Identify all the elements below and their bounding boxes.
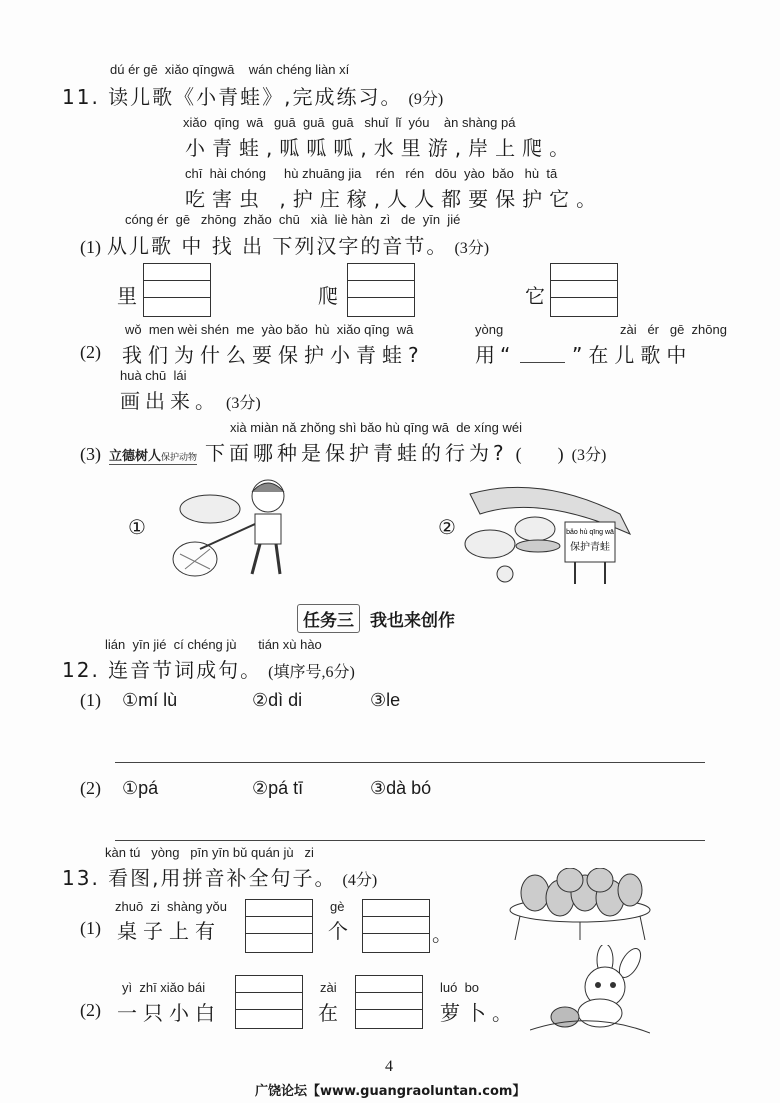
page-number: 4 [385, 1058, 393, 1075]
q11-pinyin: dú ér gē xiǎo qīngwā wán chéng liàn xí [110, 62, 350, 77]
p3-score: (3分) [571, 447, 607, 464]
q11-title-row [62, 81, 443, 110]
badge-text: 立德树人 [109, 449, 162, 464]
p3-row [80, 437, 606, 466]
p1-pinyin: cóng ér gē zhōng zhǎo chū xià liè hàn zì de yīn jié [125, 212, 461, 227]
q11-score: (9分) [408, 91, 444, 108]
p1-row [80, 230, 489, 259]
q12-title-row [62, 654, 355, 683]
q12-2-option-1: ①pá [122, 778, 159, 798]
option-1-marker: ① [128, 517, 146, 539]
q12-2-option-2: ②pá tī [252, 778, 304, 798]
q13-1-box-1[interactable] [245, 899, 313, 953]
q13-2-pinyin: yì zhī xiǎo bái [122, 980, 206, 995]
q12-1-answer-line[interactable] [115, 762, 705, 763]
q13-2-text2: 在 [318, 1001, 343, 1025]
p2-text4: 画出来。 [120, 389, 220, 413]
footer-site: 广饶论坛【www.guangraoluntan.com】 [255, 1084, 526, 1099]
p2-text2: 用“ [475, 343, 516, 367]
mangoes-on-table-illustration [505, 868, 655, 940]
frog-sign-illustration [460, 474, 635, 602]
moral-badge [109, 445, 197, 465]
pinyin-box-ta[interactable] [550, 263, 618, 317]
boy-catching-frog-illustration [160, 474, 310, 584]
q12-title: 12. 连音节词成句。 [62, 658, 263, 682]
q11-title: 11. 读儿歌《小青蛙》,完成练习。 [62, 85, 403, 109]
p2-pinyin4: huà chū lái [120, 368, 187, 383]
p2-pinyin3: zài ér gē zhōng [620, 322, 727, 337]
badge-sub: 保护动物 [161, 453, 198, 463]
q13-title: 13. 看图,用拼音补全句子。 [62, 866, 337, 890]
q13-pinyin: kàn tú yòng pīn yīn bǔ quán jù zi [105, 845, 314, 860]
q13-1-pinyin: zhuō zi shàng yǒu [115, 899, 228, 914]
p2-text3: ”在儿歌中 [572, 343, 693, 367]
q13-2-pinyin2: zài [320, 980, 337, 995]
p3-label: (3) [80, 444, 101, 464]
p1-label: (1) [80, 237, 101, 257]
q13-1-end: 。 [432, 922, 457, 946]
q13-2-box-2[interactable] [355, 975, 423, 1029]
pinyin-box-li[interactable] [143, 263, 211, 317]
q13-1-pinyin2: gè [330, 899, 345, 914]
q12-2-answer-line[interactable] [115, 840, 705, 841]
q13-2-text: 一只小白 [117, 1001, 221, 1025]
q12-1-option-2: ②dì di [252, 690, 303, 710]
p3-answer-paren[interactable]: ( ) [515, 444, 564, 464]
task3-label: 任务三 [297, 604, 360, 633]
q13-2-text3: 萝卜。 [440, 1001, 518, 1025]
option-2-marker: ② [438, 517, 456, 539]
char-li: 里 [117, 284, 142, 308]
q12-pinyin: lián yīn jié cí chéng jù tián xù hào [105, 637, 322, 652]
sign-pinyin: bǎo hù qīng wā [566, 529, 614, 536]
q12-score: (填序号,6分) [268, 664, 355, 681]
poem-line2: 吃害虫 ,护庄稼,人人都要保护它。 [185, 187, 604, 211]
q13-1-text: 桌子上有 [117, 919, 221, 943]
q13-2-pinyin3: luó bo [440, 980, 480, 995]
char-pa: 爬 [318, 284, 343, 308]
rabbit-illustration [530, 945, 650, 1035]
q12-2-label: (2) [80, 778, 101, 798]
p1-text: 从儿歌 中 找 出 下列汉字的音节。 [107, 234, 449, 258]
answer-blank[interactable] [520, 362, 565, 363]
p2-pinyin2: yòng [475, 322, 504, 337]
p3-text: 下面哪种是保护青蛙的行为? [205, 441, 508, 465]
q13-score: (4分) [342, 872, 378, 889]
q12-1-label: (1) [80, 690, 101, 710]
task3-title: 我也来创作 [370, 611, 455, 631]
poem-line2-pinyin: chī hài chóng hù zhuāng jia rén rén dōu yào bǎo hù tā [185, 166, 558, 181]
p2-pinyin: wǒ men wèi shén me yào bǎo hù xiǎo qīng wā [125, 322, 414, 337]
p2-score: (3分) [226, 395, 261, 412]
q13-1-label: (1) [80, 918, 101, 938]
char-ta: 它 [525, 284, 550, 308]
p2-label: (2) [80, 342, 101, 362]
sign-text: 保护青蛙 [570, 542, 610, 553]
p2-line2-row [120, 385, 261, 414]
q13-2-box-1[interactable] [235, 975, 303, 1029]
q12-1-option-3: ③le [370, 690, 401, 710]
p2-text: 我们为什么要保护小青蛙? [122, 343, 425, 367]
pinyin-box-pa[interactable] [347, 263, 415, 317]
q12-1-option-1: ①mí lù [122, 690, 178, 710]
q13-1-text2: 个 [328, 919, 353, 943]
task3-heading [297, 604, 455, 633]
poem-line1-pinyin: xiǎo qīng wā guā guā guā shuǐ lǐ yóu àn shàng pá [183, 115, 516, 130]
p1-score: (3分) [454, 240, 490, 257]
q13-title-row [62, 862, 377, 891]
q13-1-box-2[interactable] [362, 899, 430, 953]
q12-2-option-3: ③dà bó [370, 778, 432, 798]
q13-2-label: (2) [80, 1000, 101, 1020]
p3-pinyin: xià miàn nǎ zhǒng shì bǎo hù qīng wā de xíng wéi [230, 420, 522, 435]
poem-line1: 小青蛙,呱呱呱,水里游,岸上爬。 [185, 136, 577, 160]
